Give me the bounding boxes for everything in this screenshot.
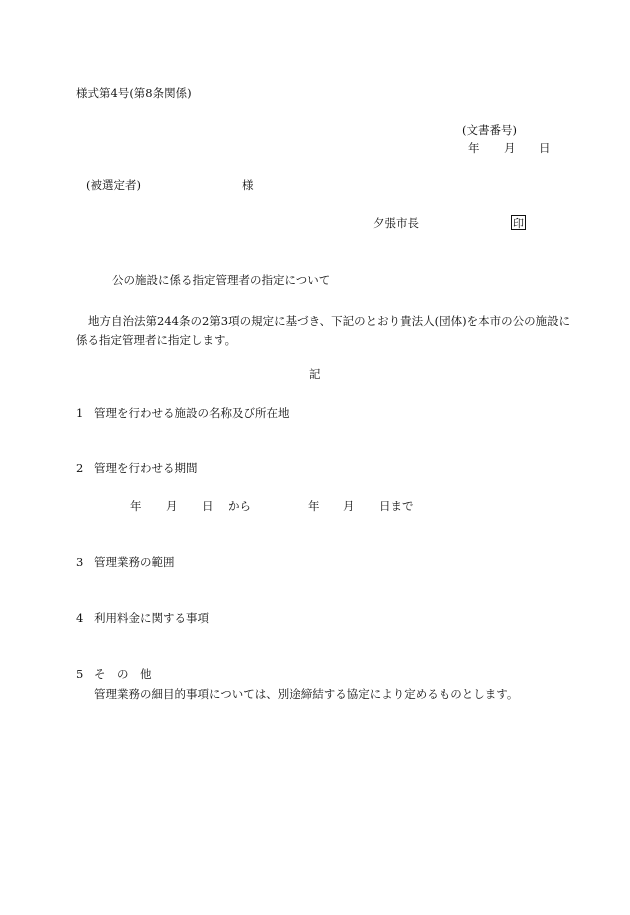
item-label: 管理を行わせる期間 xyxy=(94,461,198,475)
period-to-year: 年 xyxy=(308,499,320,513)
date-month: 月 xyxy=(504,141,516,155)
addressee-label: (被選定者) xyxy=(86,178,141,192)
period-to-month: 月 xyxy=(343,499,355,513)
sender-title: 夕張市長 xyxy=(373,216,419,230)
ki-heading: 記 xyxy=(309,367,321,381)
item-label: 利用料金に関する事項 xyxy=(94,611,209,625)
subject-title: 公の施設に係る指定管理者の指定について xyxy=(112,273,331,287)
body-paragraph: 地方自治法第244条の2第3項の規定に基づき、下記のとおり貴法人(団体)を本市の公の施設に係る指定管理者に指定します。 xyxy=(76,314,571,347)
period-from-day: 日 xyxy=(202,499,214,513)
item-label: 管理を行わせる施設の名称及び所在地 xyxy=(94,406,290,420)
item-number: 1 xyxy=(76,406,84,420)
period-from-year: 年 xyxy=(130,499,142,513)
date-year: 年 xyxy=(468,141,480,155)
period-from-word: から xyxy=(228,499,251,513)
other-description: 管理業務の細目的事項については、別途締結する協定により定めるものとします。 xyxy=(94,687,519,701)
item-number: 2 xyxy=(76,461,84,475)
item-label: そ の 他 xyxy=(94,667,152,681)
item-number: 5 xyxy=(76,667,84,681)
date-day: 日 xyxy=(539,141,551,155)
period-to-day-until: 日まで xyxy=(379,499,414,513)
period-from-month: 月 xyxy=(166,499,178,513)
document-number: (文書番号) xyxy=(462,123,517,137)
item-number: 3 xyxy=(76,555,84,569)
item-label: 管理業務の範囲 xyxy=(94,555,175,569)
item-number: 4 xyxy=(76,611,84,625)
addressee-honorific: 様 xyxy=(242,178,254,192)
form-number: 様式第4号(第8条関係) xyxy=(76,86,192,100)
seal-stamp: 印 xyxy=(513,217,524,230)
